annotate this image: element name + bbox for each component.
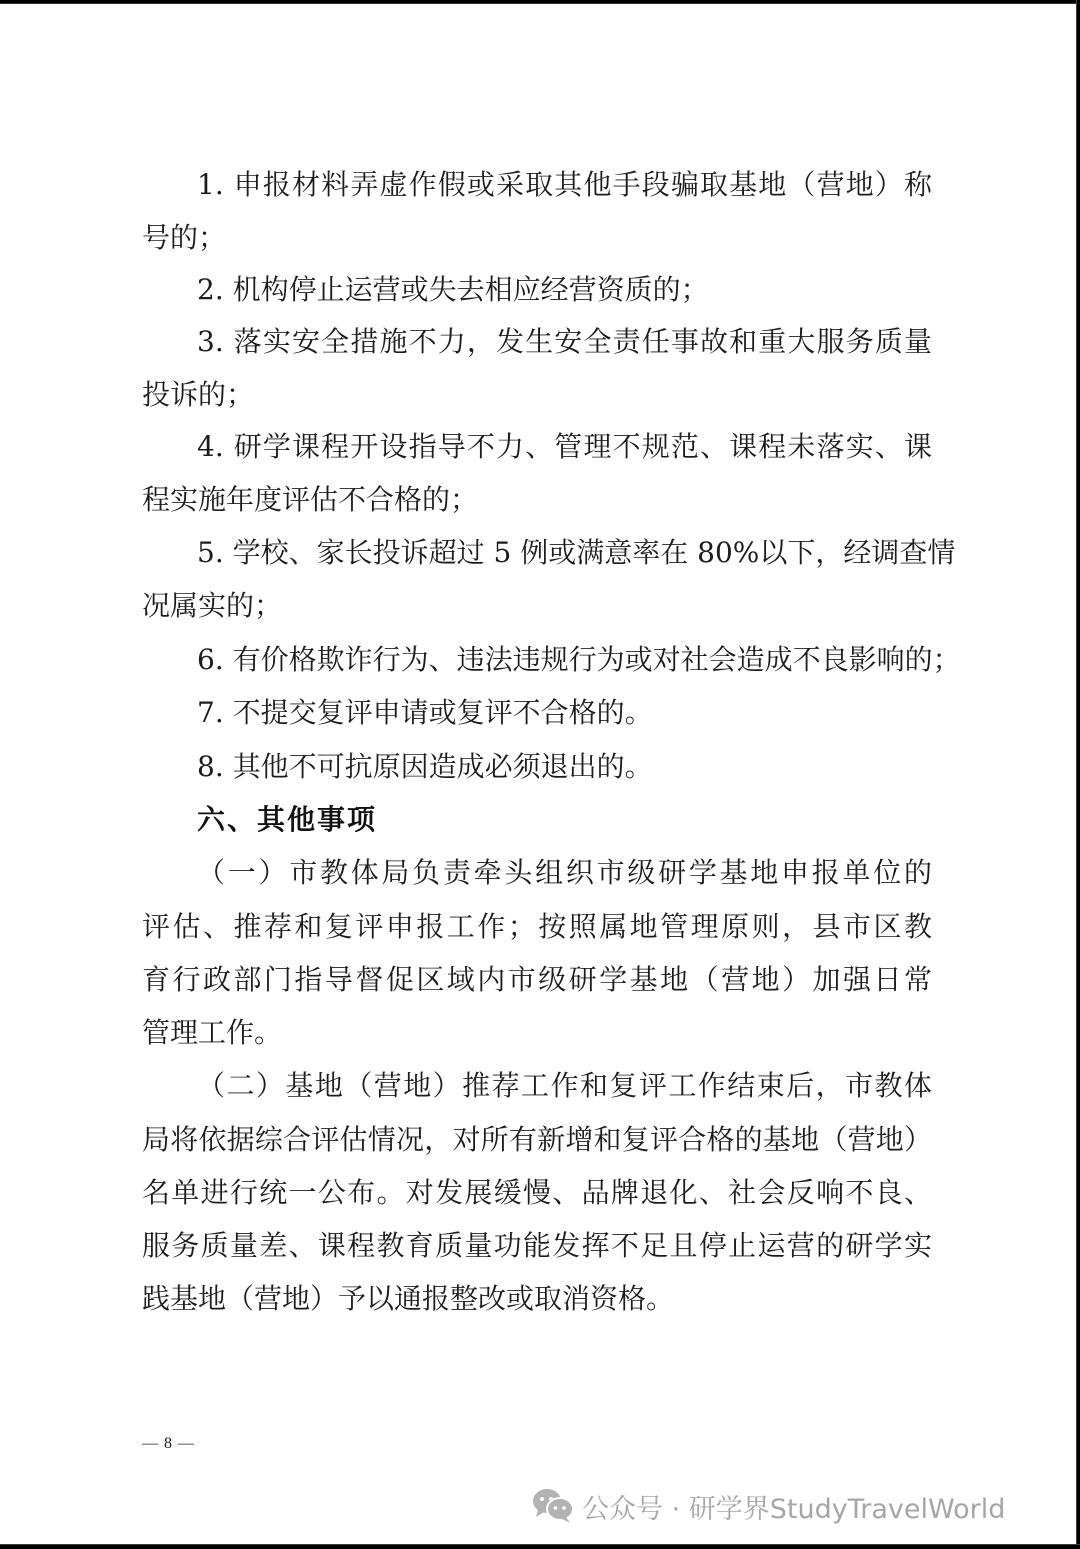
text-line: 5. 学校、家长投诉超过 5 例或满意率在 80%以下，经调查情 — [197, 536, 956, 569]
scan-edge-bottom — [0, 1544, 1080, 1549]
text-line: 2. 机构停止运营或失去相应经营资质的； — [197, 273, 709, 306]
scan-edge-top — [0, 0, 1080, 4]
text-line: （一）市教体局负责牵头组织市级研学基地申报单位的 — [197, 856, 932, 889]
text-line: 8. 其他不可抗原因造成必须退出的。 — [197, 750, 653, 783]
text-line: 投诉的； — [142, 378, 255, 411]
text-line: 况属实的； — [142, 589, 283, 622]
scan-edge-right — [1076, 0, 1080, 1549]
text-line: 名单进行统一公布。对发展缓慢、品牌退化、社会反响不良、 — [142, 1176, 932, 1209]
page-number: — 8 — — [142, 1435, 195, 1452]
text-line: 管理工作。 — [142, 1016, 283, 1049]
text-line: 践基地（营地）予以通报整改或取消资格。 — [142, 1282, 675, 1315]
text-line: 3. 落实安全措施不力，发生安全责任事故和重大服务质量 — [197, 325, 932, 358]
text-line: （二）基地（营地）推荐工作和复评工作结束后，市教体 — [197, 1069, 932, 1102]
text-line: 号的； — [142, 221, 227, 254]
watermark — [532, 1486, 1005, 1526]
text-line: 局将依据综合评估情况，对所有新增和复评合格的基地（营地） — [142, 1123, 932, 1156]
text-line: 4. 研学课程开设指导不力、管理不规范、课程未落实、课 — [197, 430, 932, 463]
text-line: 服务质量差、课程教育质量功能发挥不足且停止运营的研学实 — [142, 1229, 932, 1262]
text-line: 育行政部门指导督促区域内市级研学基地（营地）加强日常 — [142, 963, 932, 996]
text-line: 7. 不提交复评申请或复评不合格的。 — [197, 696, 653, 729]
wechat-icon — [532, 1488, 574, 1524]
section-heading: 六、其他事项 — [197, 803, 378, 836]
text-line: 程实施年度评估不合格的； — [142, 483, 479, 516]
text-line: 评估、推荐和复评申报工作；按照属地管理原则，县市区教 — [142, 910, 932, 943]
text-line: 1. 申报材料弄虚作假或采取其他手段骗取基地（营地）称 — [197, 168, 932, 201]
text-line: 6. 有价格欺诈行为、违法违规行为或对社会造成不良影响的； — [197, 643, 961, 676]
watermark-text: 公众号 · 研学界StudyTravelWorld — [582, 1493, 1006, 1525]
